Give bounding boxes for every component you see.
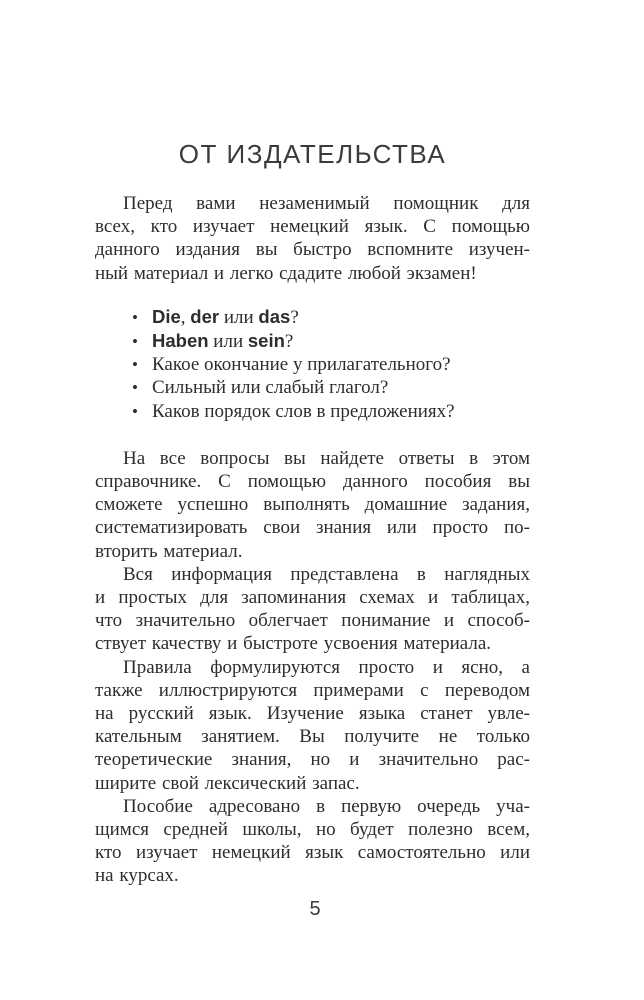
- bullet-item: [132, 353, 530, 376]
- text-line: и простых для запоминания схемах и таблицах,: [95, 587, 530, 609]
- text-line: сможете успешно выполнять домашние задания,: [95, 494, 530, 516]
- bullet-dot-icon: •: [132, 401, 138, 421]
- text-line: что значительно облегчает понимание и способ-: [95, 610, 530, 632]
- text-line: на курсах.: [95, 865, 179, 887]
- text-line: На все вопросы вы найдете ответы в этом: [123, 447, 530, 469]
- bullet-item-label: Сильный или слабый глагол?: [152, 377, 389, 399]
- bullet-dot-icon: •: [132, 332, 138, 352]
- paragraph: [95, 447, 530, 563]
- text-line: Пособие адресовано в первую очередь уча-: [123, 795, 530, 817]
- text-line: Перед вами незаменимый помощник для: [123, 193, 530, 214]
- text-line: Вся информация представлена в наглядных: [123, 563, 530, 585]
- text-line: теоретические знания, но и значительно рас-: [95, 749, 530, 771]
- bullet-item: [132, 329, 530, 353]
- bullet-item-label: Haben или sein?: [152, 330, 294, 353]
- bullet-list: [95, 305, 530, 423]
- bullet-item-label: Какое окончание у прилагательного?: [152, 354, 451, 376]
- bullet-item: [132, 376, 530, 399]
- bullet-dot-icon: •: [132, 378, 138, 398]
- text-line: справочнике. С помощью данного пособия вы: [95, 471, 530, 493]
- text-line: ширите свой лексический запас.: [95, 772, 360, 794]
- text-line: вторить материал.: [95, 540, 243, 562]
- bullet-dot-icon: •: [132, 307, 138, 327]
- text-line: ный материал и легко сдадите любой экзамен!: [95, 262, 477, 284]
- paragraph: [95, 795, 530, 888]
- page-title: ОТ ИЗДАТЕЛЬСТВА: [178, 139, 447, 169]
- body-paragraphs: [95, 447, 530, 888]
- bullet-item: [132, 305, 530, 329]
- intro-paragraph: [95, 192, 530, 285]
- bullet-item-label: Die, der или das?: [152, 305, 299, 328]
- bullet-item: [132, 400, 530, 423]
- text-line: также иллюстрируются примерами с переводом: [95, 679, 530, 701]
- page-number: 5: [309, 898, 321, 920]
- bullet-item-label: Каков порядок слов в предложениях?: [152, 400, 455, 422]
- paragraph: [95, 656, 530, 795]
- text-line: Правила формулируются просто и ясно, а: [123, 656, 530, 678]
- text-line: всех, кто изучает немецкий язык. С помощью: [95, 216, 530, 238]
- text-line: систематизировать свои знания или просто по-: [95, 517, 530, 539]
- paragraph: [95, 563, 530, 656]
- text-line: кто изучает немецкий язык самостоятельно или: [95, 842, 530, 864]
- text-line: на русский язык. Изучение языка станет увле-: [95, 703, 530, 725]
- text-line: щимся средней школы, но будет полезно всем,: [95, 819, 530, 841]
- text-column: [95, 0, 530, 888]
- text-line: данного издания вы быстро вспомните изучен-: [95, 239, 530, 261]
- text-line: кательным занятием. Вы получите не только: [95, 726, 530, 748]
- bullet-dot-icon: •: [132, 355, 138, 375]
- text-line: ствует качеству и быстроте усвоения материала.: [95, 633, 492, 655]
